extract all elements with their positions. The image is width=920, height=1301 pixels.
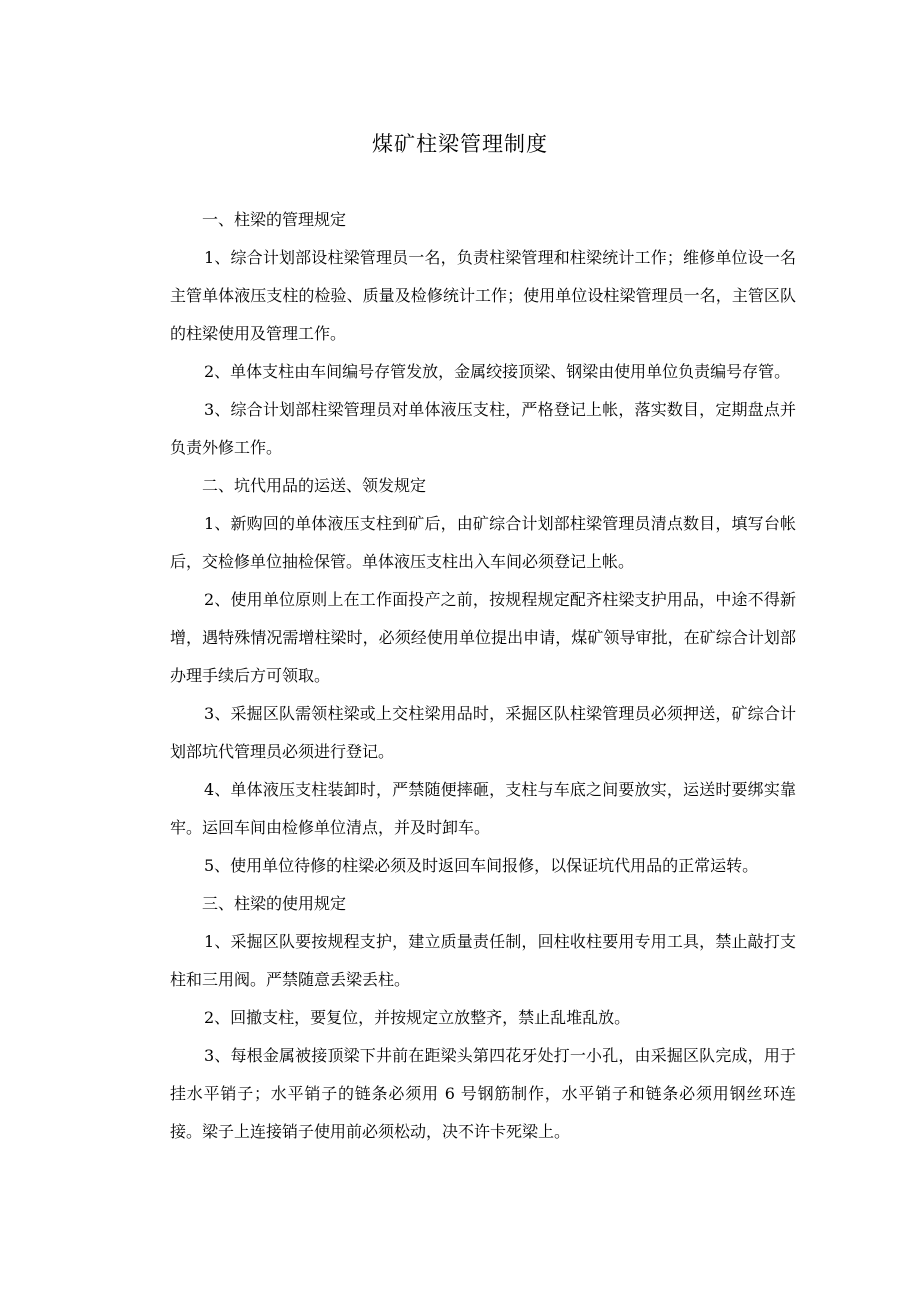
document-body bbox=[170, 201, 796, 1151]
section-3-item-2: 2、回撤支柱，要复位，并按规定立放整齐，禁止乱堆乱放。 bbox=[204, 1008, 631, 1027]
section-2-item-5: 5、使用单位待修的柱梁必须及时返回车间报修，以保证坑代用品的正常运转。 bbox=[204, 856, 759, 875]
section-heading-3: 三、柱梁的使用规定 bbox=[202, 894, 347, 913]
section-heading-1: 一、柱梁的管理规定 bbox=[202, 210, 347, 229]
section-3-item-1: 1、采掘区队要按规程支护，建立质量责任制，回柱收柱要用专用工具，禁止敲打支柱和三用阀。严禁随意丢梁丢柱。 bbox=[170, 932, 796, 989]
section-2-item-4: 4、单体液压支柱装卸时，严禁随便摔砸，支柱与车底之间要放实，运送时要绑实靠牢。运回车间由检修单位清点，并及时卸车。 bbox=[170, 780, 796, 837]
section-heading-2: 二、坑代用品的运送、领发规定 bbox=[202, 476, 427, 495]
section-2-item-2: 2、使用单位原则上在工作面投产之前，按规程规定配齐柱梁支护用品，中途不得新增，遇特殊情况需增柱梁时，必须经使用单位提出申请，煤矿领导审批，在矿综合计划部办理手续后方可领取。 bbox=[170, 590, 796, 685]
document-title: 煤矿柱梁管理制度 bbox=[372, 132, 548, 156]
section-2-item-3: 3、采掘区队需领柱梁或上交柱梁用品时，采掘区队柱梁管理员必须押送，矿综合计划部坑代管理员必须进行登记。 bbox=[170, 704, 796, 761]
section-1-item-1: 1、综合计划部设柱梁管理员一名，负责柱梁管理和柱梁统计工作；维修单位设一名主管单体液压支柱的检验、质量及检修统计工作；使用单位设柱梁管理员一名，主管区队的柱梁使用及管理工作。 bbox=[170, 248, 796, 343]
section-1-item-3: 3、综合计划部柱梁管理员对单体液压支柱，严格登记上帐，落实数目，定期盘点并负责外修工作。 bbox=[170, 400, 796, 457]
section-1-item-2: 2、单体支柱由车间编号存管发放，金属绞接顶梁、钢梁由使用单位负责编号存管。 bbox=[204, 362, 791, 381]
section-2-item-1: 1、新购回的单体液压支柱到矿后，由矿综合计划部柱梁管理员清点数目，填写台帐后，交检修单位抽检保管。单体液压支柱出入车间必须登记上帐。 bbox=[170, 514, 796, 571]
section-3-item-3: 3、每根金属被接顶梁下井前在距梁头第四花牙处打一小孔，由采掘区队完成，用于挂水平销子；水平销子的链条必须用 6 号钢筋制作，水平销子和链条必须用钢丝环连接。梁子上连接销子使用前必须松动，决不许卡死梁上。 bbox=[170, 1046, 796, 1141]
